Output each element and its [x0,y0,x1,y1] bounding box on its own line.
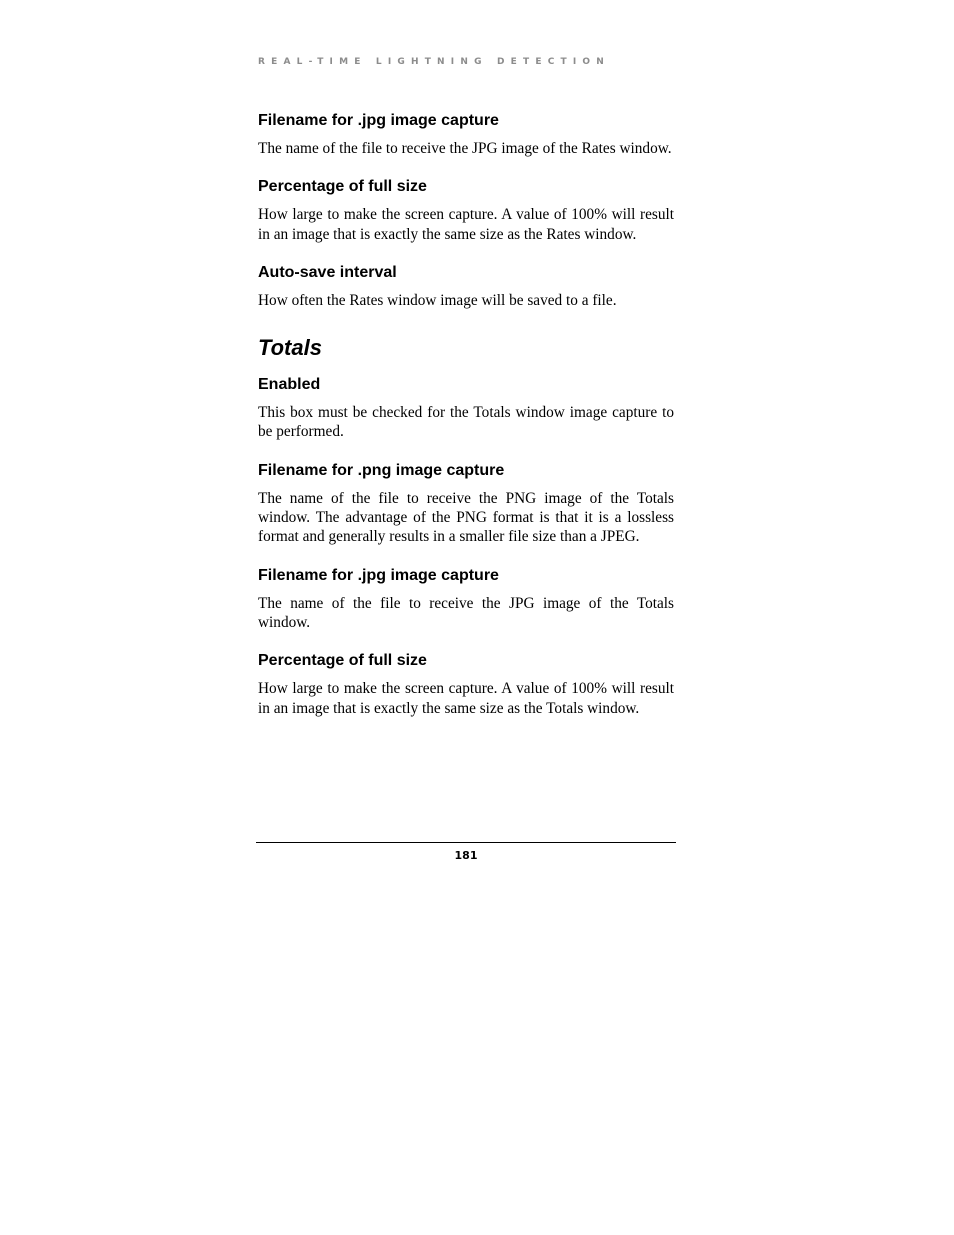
totals-percentage-heading: Percentage of full size [258,652,427,670]
totals-enabled-text: This box must be checked for the Totals window image capture to be performed. [258,404,674,441]
rates-percentage-heading: Percentage of full size [258,178,427,196]
rates-percentage-text: How large to make the screen capture. A value of 100% will result in an image that is exactly the same size as the Rates window. [258,206,674,243]
rates-autosave-heading: Auto-save interval [258,263,397,281]
rates-jpg-heading: Filename for .jpg image capture [258,112,499,129]
page-content [258,111,674,737]
totals-percentage-text: How large to make the screen capture. A value of 100% will result in an image that is exactly the same size as the Totals window. [258,680,674,717]
rates-jpg-text: The name of the file to receive the JPG image of the Rates window. [258,140,672,157]
totals-jpg-heading: Filename for .jpg image capture [258,566,499,584]
totals-jpg-text: The name of the file to receive the JPG image of the Totals window. [258,594,674,631]
totals-section-title: Totals [258,335,322,361]
totals-png-heading: Filename for .png image capture [258,461,505,479]
footer-divider [256,842,676,843]
running-header: REAL-TIME LIGHTNING DETECTION [258,57,610,67]
totals-enabled-heading: Enabled [258,376,321,394]
page-number: 181 [454,849,478,862]
totals-png-text: The name of the file to receive the PNG image of the Totals window. The advantage of the PNG format is that it is a lossless format and generally results in a smaller file size than a JPEG. [258,489,674,546]
rates-autosave-text: How often the Rates window image will be saved to a file. [258,291,617,309]
